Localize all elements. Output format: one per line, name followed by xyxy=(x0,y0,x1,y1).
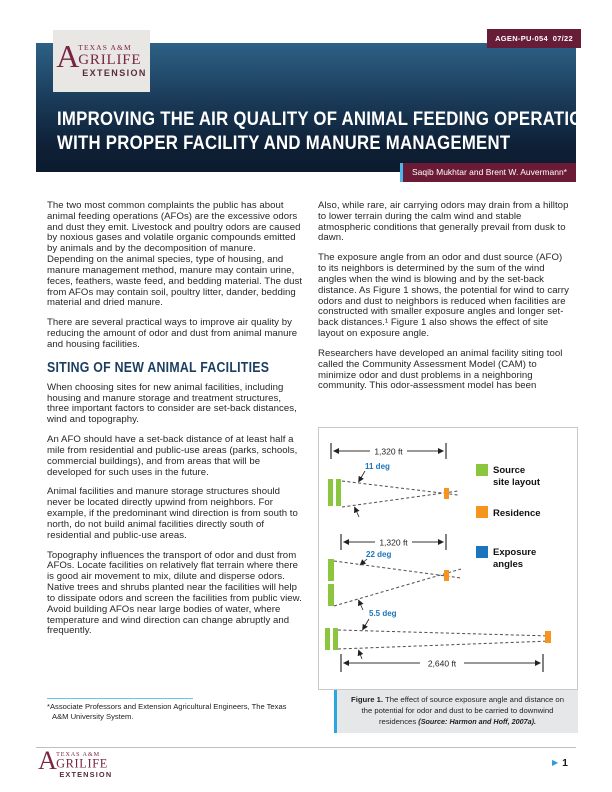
exposure-lines-2 xyxy=(334,561,461,606)
residence-marker-1 xyxy=(444,488,449,499)
dimension-label-3: 2,640 ft xyxy=(427,658,457,669)
page-title xyxy=(57,107,606,155)
body-paragraph: An AFO should have a set-back distance of at least half a mile from residential and public-use areas (parks, schools, commercial buildings), and from areas that will be developed for such uses in the future. xyxy=(47,434,298,478)
dimension-label-1: 1,320 ft xyxy=(374,446,403,457)
body-paragraph: Researchers have developed an animal facility siting tool called the Community Assessment Model (CAM) to minimize odor and dust problems in a neighboring community. This odor-assessment model has been xyxy=(318,347,563,392)
angle-label-1: 11 deg xyxy=(365,462,390,471)
agrilife-wordmark: GRILIFE xyxy=(78,51,142,68)
figure-caption-label: Figure 1. xyxy=(351,695,384,704)
body-paragraph: The exposure angle from an odor and dust source (AFO) to its neighbors is determined by the sum of the wind angles when the wind is blowing and by the set-back distance. As Figure 1 shows, the potential for wind to carry odors and dust to neighbors is reduced when facilities are constructed with smaller exposure angles and longer set-back distances.¹ Figure 1 also shows the effect of site layout on exposure angle. xyxy=(318,252,569,340)
footer-divider xyxy=(36,747,576,748)
page-title-line-2: WITH PROPER FACILITY AND MANURE MANAGEMENT xyxy=(57,132,511,154)
agrilife-logo-box xyxy=(53,30,150,92)
source-swatch xyxy=(476,464,488,476)
legend-label-source-2: site layout xyxy=(493,477,540,488)
angle-label-3: 5.5 deg xyxy=(369,609,397,618)
footnote-divider xyxy=(47,698,193,699)
agrilife-logo xyxy=(56,37,147,78)
figure-diagram xyxy=(319,428,577,689)
legend-label-exposure-2: angles xyxy=(493,559,524,570)
residence-marker-3 xyxy=(545,631,551,643)
residence-marker-2 xyxy=(444,570,449,581)
authors-bar: Saqib Mukhtar and Brent W. Auvermann* xyxy=(400,163,576,182)
agrilife-logo-initial: A xyxy=(56,37,80,74)
page-number-area xyxy=(552,757,568,769)
legend-label-residence: Residence xyxy=(493,508,541,519)
page-number: 1 xyxy=(562,757,568,769)
figure-legend xyxy=(476,464,541,570)
footnote xyxy=(47,698,299,723)
legend-label-exposure-1: Exposure xyxy=(493,547,537,558)
diagram-row-2 xyxy=(328,534,461,610)
residence-swatch xyxy=(476,506,488,518)
legend-label-source-1: Source xyxy=(493,465,526,476)
footnote-text: *Associate Professors and Extension Agricultural Engineers, The Texas A&M University System. xyxy=(47,702,287,722)
body-paragraph: Also, while rare, air carrying odors may drain from a hilltop to lower terrain during the calm wind and stable atmospheric conditions that generally prevail from dusk to dawn. xyxy=(318,200,569,244)
left-column xyxy=(47,201,303,646)
source-bars-1 xyxy=(328,479,341,506)
section-heading: SITING OF NEW ANIMAL FACILITIES xyxy=(47,359,270,376)
body-paragraph: Topography influences the transport of odor and dust from AFOs. Locate facilities on relatively flat terrain where there is good air movement to mix, dilute and disperse odors. Native trees and shrubs planted near the facilities will help to dissipate odors and screen the facilities from public view. Avoid building AFOs near large bodies of water, where temperature and wind direction can change abruptly and frequently. xyxy=(47,549,302,637)
exposure-lines-1 xyxy=(342,481,458,507)
footer-logo xyxy=(38,745,113,779)
page-title-line-1: IMPROVING THE AIR QUALITY OF ANIMAL FEEDING OPERATIONS xyxy=(57,108,607,130)
extension-wordmark: EXTENSION xyxy=(82,67,147,78)
source-bars-2 xyxy=(328,559,334,606)
agrilife-wordmark: GRILIFE xyxy=(56,757,108,771)
doc-number-badge: AGEN-PU-054 07/22 xyxy=(487,29,581,48)
figure-caption-text: The effect of source exposure angle and distance on the potential for odor and dust to be carried to downwind residences xyxy=(361,695,564,726)
body-paragraph: When choosing sites for new animal facilities, including housing and manure storage and treatment structures, three important factors to consider are set-back distances, wind and topography. xyxy=(47,381,297,426)
body-paragraph: The two most common complaints the public has about animal feeding operations (AFOs) are the excessive odors and dust they emit. Livestock and poultry odors are caused by noxious gases and volatile organic compounds emitted by animals and by the decomposition of manure. Depending on the animal species, type of housing, and manure management method, manure may contain urine, feces, feathers, waste feed, and bedding material. The dust from AFOs may contain soil, poultry litter, dander, bedding material and dried manure. xyxy=(47,200,303,309)
figure-caption xyxy=(334,690,578,733)
body-paragraph: Animal facilities and manure storage structures should never be located directly upwind from neighbors. For example, if the predominant wind direction is from south to north, do not build animal facilities directly south of residential and public-use areas. xyxy=(47,486,298,541)
figure-caption-source: (Source: Harmon and Hoff, 2007a). xyxy=(418,716,536,726)
angle-label-2: 22 deg xyxy=(366,550,392,559)
diagram-row-3 xyxy=(325,609,551,672)
body-paragraph: There are several practical ways to improve air quality by reducing the amount of odor and dust from animal manure and housing facilities. xyxy=(47,317,298,350)
agrilife-logo-initial: A xyxy=(38,745,57,776)
page-arrow-icon: ▶ xyxy=(552,758,559,767)
texas-am-wordmark: TEXAS A&M xyxy=(78,43,132,53)
dimension-label-2: 1,320 ft xyxy=(379,537,408,548)
right-column xyxy=(318,201,571,401)
texas-am-wordmark: TEXAS A&M xyxy=(56,750,100,758)
exposure-swatch xyxy=(476,546,488,558)
figure-panel xyxy=(318,427,578,690)
extension-wordmark: EXTENSION xyxy=(59,770,113,779)
exposure-lines-3 xyxy=(338,630,551,649)
diagram-row-1 xyxy=(328,443,458,517)
agrilife-logo xyxy=(38,745,113,779)
source-bars-3 xyxy=(325,628,338,650)
